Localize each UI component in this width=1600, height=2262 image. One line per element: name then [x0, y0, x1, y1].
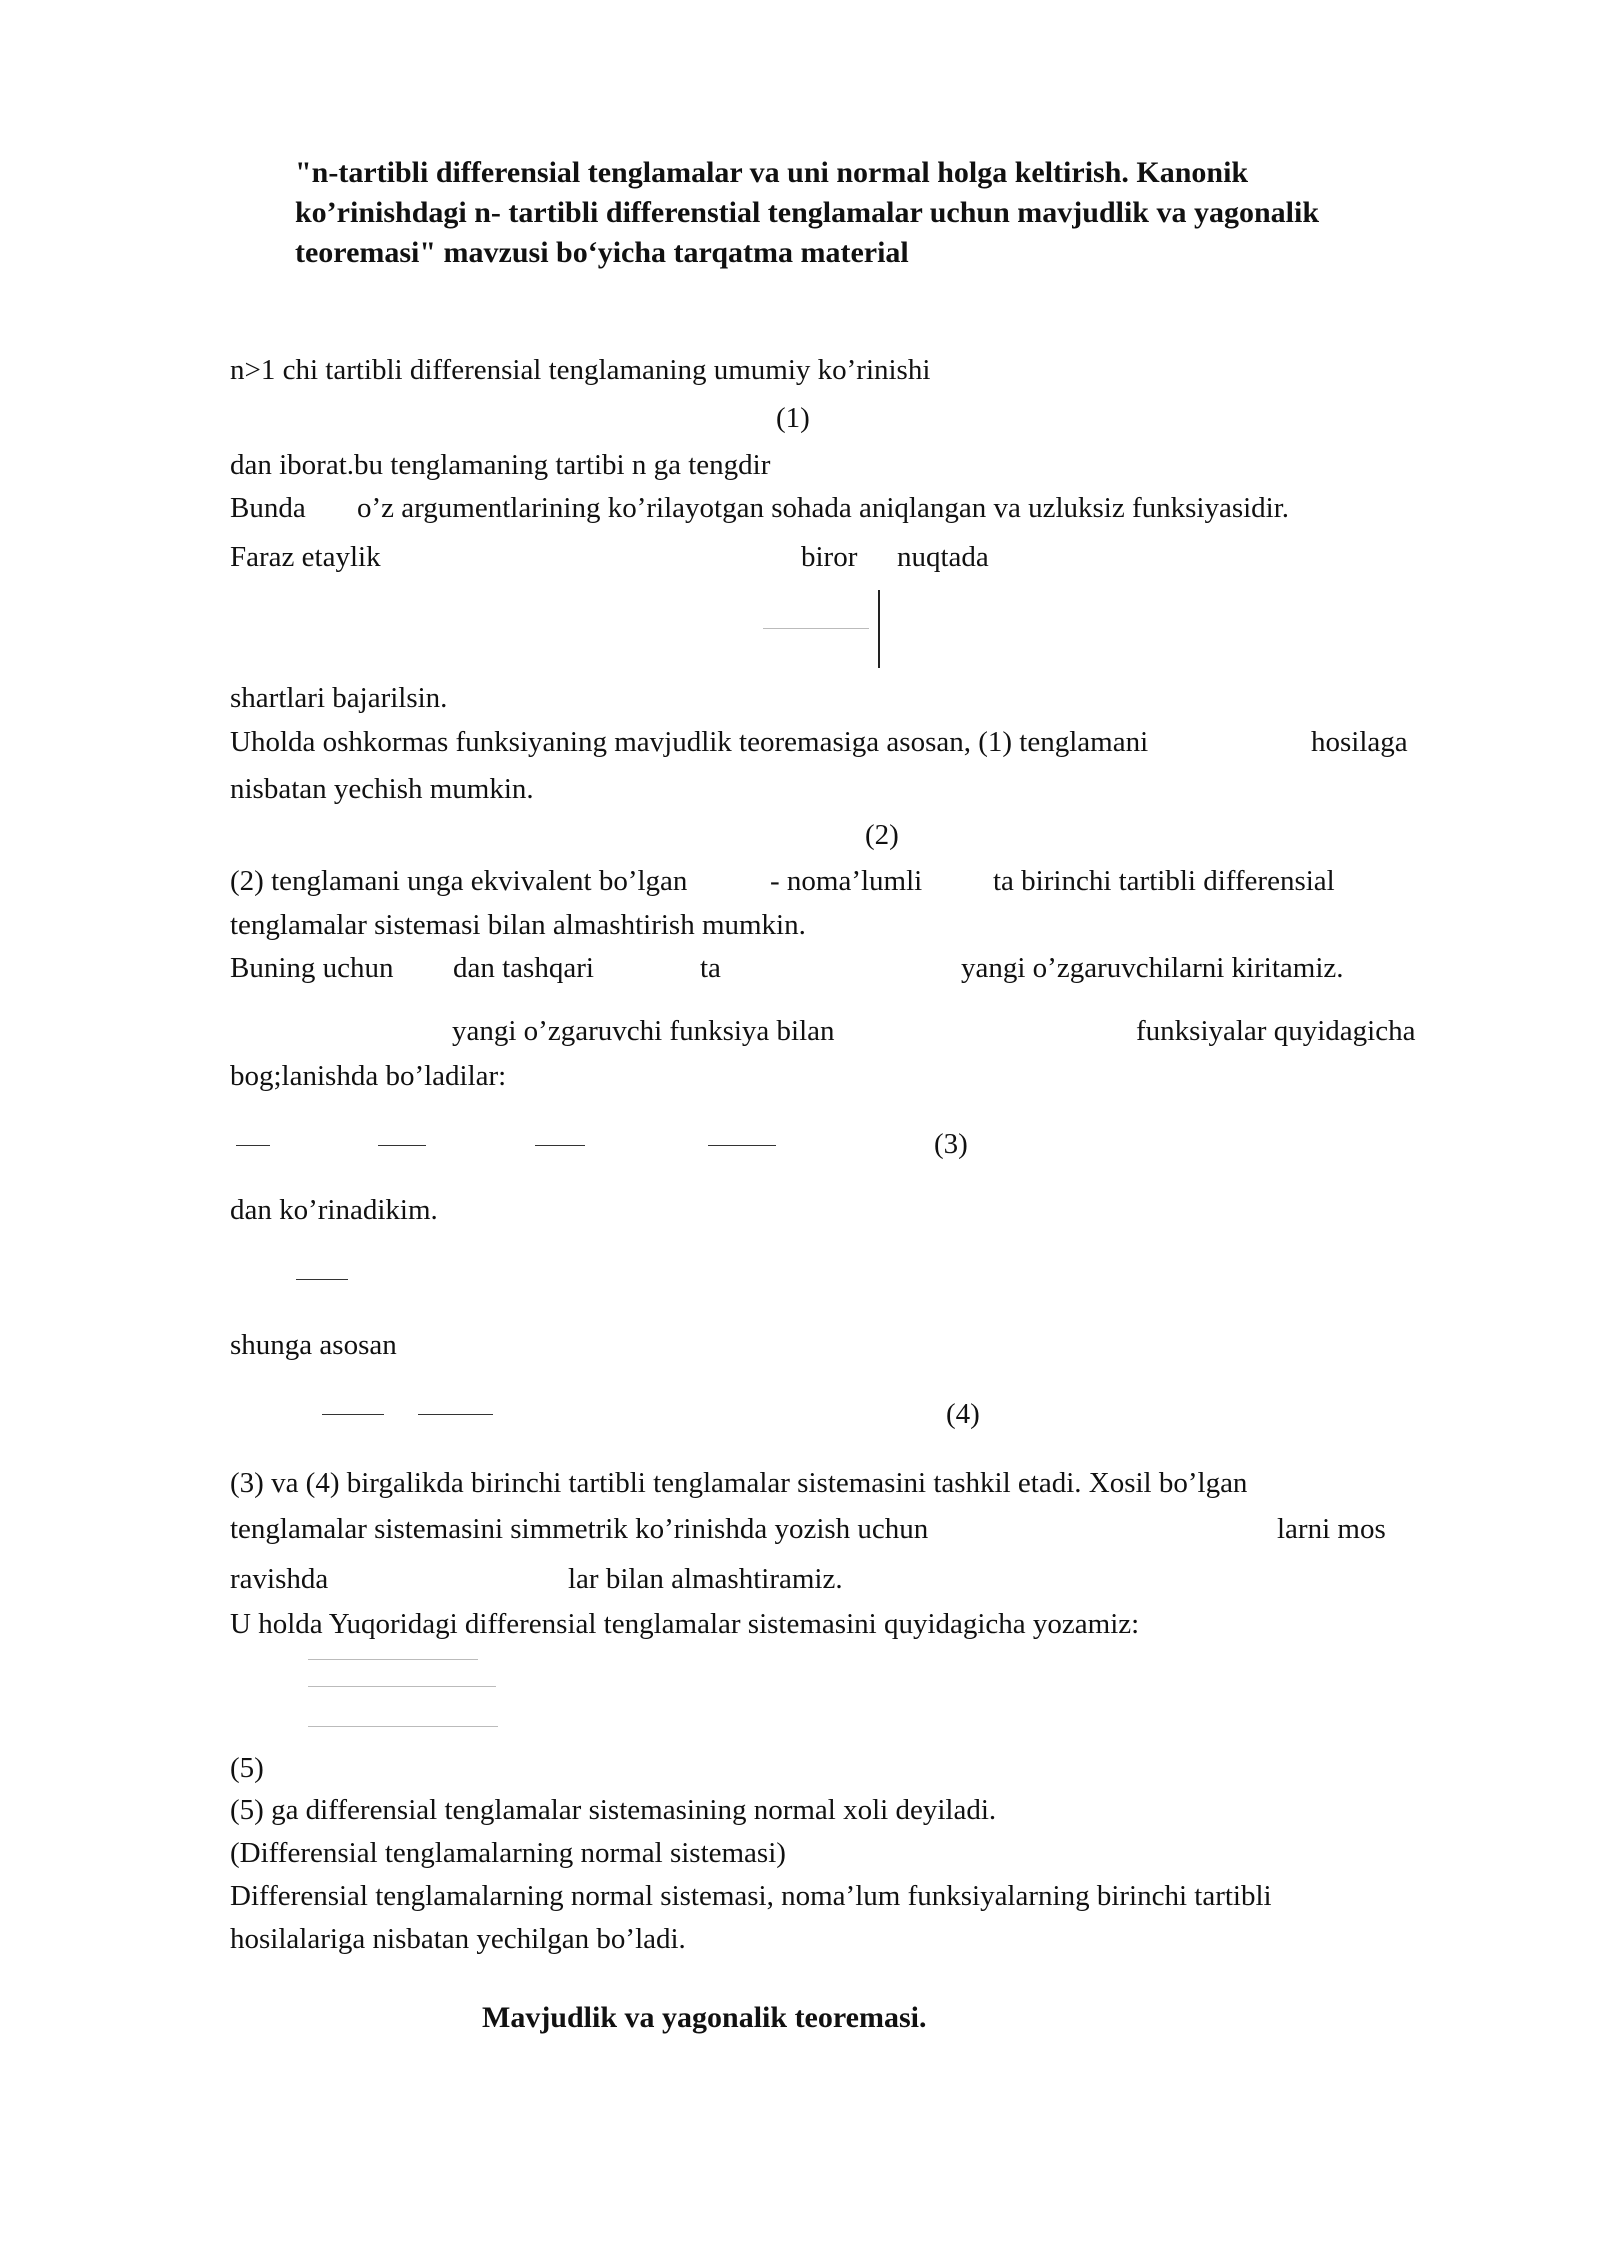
paragraph-equivalent: (2) tenglamani unga ekvivalent bo’lgan — [230, 865, 688, 897]
paragraph-functions-as-follows: funksiyalar quyidagicha — [1136, 1015, 1416, 1047]
paragraph-general-form: n>1 chi tartibli differensial tenglamaning umumiy ko’rinishi — [230, 354, 931, 386]
fraction-bar — [236, 1145, 270, 1146]
paragraph-symmetric: tenglamalar sistemasini simmetrik ko’rinishda yozish uchun — [230, 1513, 929, 1545]
fraction-bar — [763, 628, 869, 629]
fraction-bar — [322, 1414, 384, 1415]
title-line-2: ko’rinishdagi n- tartibli differenstial tenglamalar uchun mavjudlik va yagonalik — [295, 196, 1320, 229]
paragraph-related: bog;lanishda bo’ladilar: — [230, 1060, 507, 1092]
paragraph-normal-form: (5) ga differensial tenglamalar sistemasining normal xoli deyiladi. — [230, 1794, 997, 1826]
paragraph-larni-mos: larni mos — [1277, 1513, 1386, 1545]
title-line-1: "n-tartibli differensial tenglamalar va uni normal holga keltirish. Kanonik — [295, 156, 1249, 189]
equation-number-1: (1) — [776, 402, 810, 434]
paragraph-ta: ta — [700, 952, 721, 984]
paragraph-write-system: U holda Yuqoridagi differensial tenglamalar sistemasini quyidagicha yozamiz: — [230, 1608, 1140, 1640]
paragraph-conditions: shartlari bajarilsin. — [230, 682, 448, 714]
paragraph-system-replace: tenglamalar sistemasi bilan almashtirish mumkin. — [230, 909, 806, 941]
paragraph-new-variables: yangi o’zgaruvchilarni kiritamiz. — [961, 952, 1344, 984]
paragraph-faraz-label: Faraz etaylik — [230, 541, 381, 573]
section-heading: Mavjudlik va yagonalik teoremasi. — [482, 2001, 927, 2034]
paragraph-nuqtada: nuqtada — [897, 541, 989, 573]
paragraph-buning-uchun: Buning uchun — [230, 952, 394, 984]
fraction-bar — [308, 1726, 498, 1727]
fraction-bar — [418, 1414, 493, 1415]
document-title — [295, 153, 1445, 273]
paragraph-new-variable-function: yangi o’zgaruvchi funksiya bilan — [452, 1015, 835, 1047]
fraction-bar — [708, 1145, 776, 1146]
paragraph-based-on: shunga asosan — [230, 1329, 397, 1361]
title-line-3: teoremasi" mavzusi bo‘yicha tarqatma material — [295, 236, 909, 269]
paragraph-normal-system: (Differensial tenglamalarning normal sistemasi) — [230, 1837, 786, 1869]
equation-number-4: (4) — [946, 1398, 980, 1430]
fraction-bar — [378, 1145, 426, 1146]
paragraph-bunda-text: o’z argumentlarining ko’rilayotgan sohada aniqlangan va uzluksiz funksiyasidir. — [357, 492, 1290, 524]
paragraph-dan-tashqari: dan tashqari — [453, 952, 594, 984]
paragraph-unknowns: - noma’lumli — [770, 865, 923, 897]
paragraph-combined-system: (3) va (4) birgalikda birinchi tartibli tenglamalar sistemasini tashkil etadi. Xosil bo’lgan — [230, 1467, 1248, 1499]
equation-number-3: (3) — [934, 1128, 968, 1160]
fraction-bar — [308, 1659, 478, 1660]
paragraph-hosilaga: hosilaga — [1311, 726, 1408, 758]
paragraph-solve: nisbatan yechish mumkin. — [230, 773, 534, 805]
paragraph-order: dan iborat.bu tenglamaning tartibi n ga tengdir — [230, 449, 771, 481]
equation-number-2: (2) — [865, 819, 899, 851]
paragraph-normal-system-def: Differensial tenglamalarning normal sistemasi, noma’lum funksiyalarning birinchi tartibli — [230, 1880, 1272, 1912]
paragraph-ravishda: ravishda — [230, 1563, 329, 1595]
equation-number-5: (5) — [230, 1752, 264, 1784]
fraction-bar — [296, 1279, 348, 1280]
paragraph-implicit-function: Uholda oshkormas funksiyaning mavjudlik teoremasiga asosan, (1) tenglamani — [230, 726, 1149, 758]
paragraph-replace: lar bilan almashtiramiz. — [568, 1563, 843, 1595]
paragraph-solved: hosilalariga nisbatan yechilgan bo’ladi. — [230, 1923, 686, 1955]
evaluation-bar — [878, 590, 880, 668]
paragraph-biror: biror — [801, 541, 858, 573]
paragraph-bunda-label: Bunda — [230, 492, 306, 524]
paragraph-visible: dan ko’rinadikim. — [230, 1194, 438, 1226]
fraction-bar — [535, 1145, 585, 1146]
fraction-bar — [308, 1686, 496, 1687]
paragraph-first-order: ta birinchi tartibli differensial — [993, 865, 1335, 897]
